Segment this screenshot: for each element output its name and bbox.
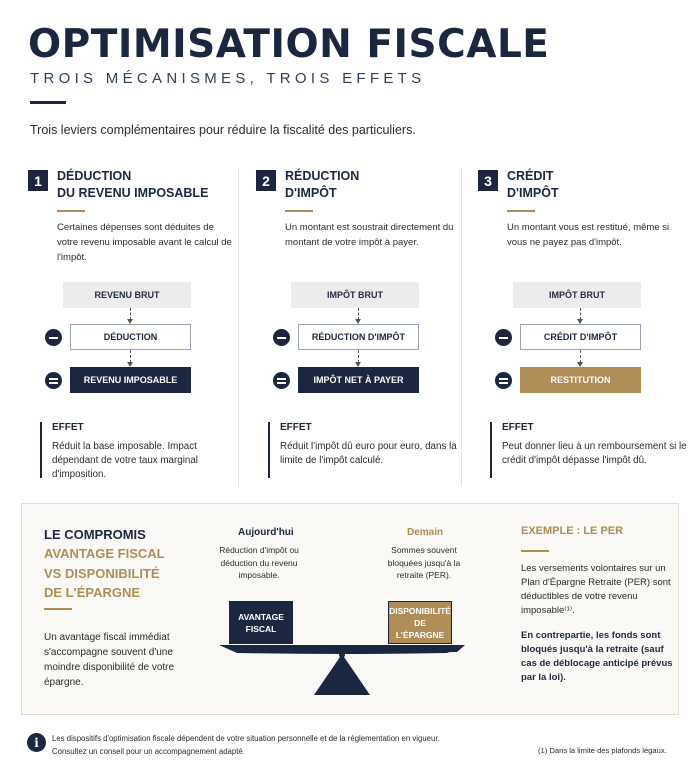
mechanism-description: Un montant vous est restitué, même si vous ne payez pas d'impôt. bbox=[507, 222, 670, 248]
fiscal-advantage-line1: AVANTAGE bbox=[238, 611, 284, 622]
compromise-panel bbox=[21, 503, 679, 715]
mechanism-title-line2: DU REVENU IMPOSABLE bbox=[57, 186, 209, 200]
accent-rule bbox=[521, 550, 549, 552]
example-text: Les versements volontaires sur un Plan d'Épargne Retraite (PER) sont déductibles de votre revenu imposable⁽¹⁾. bbox=[521, 563, 671, 616]
minus-icon bbox=[495, 329, 512, 346]
page-subtitle: TROIS MÉCANISMES, TROIS EFFETS bbox=[30, 70, 426, 87]
tomorrow-text: Sommes souvent bloquées jusqu'à la retraite (PER). bbox=[387, 545, 461, 580]
mechanism-title-line2: D'IMPÔT bbox=[285, 186, 337, 200]
flow-box-result: IMPÔT NET À PAYER bbox=[298, 367, 419, 393]
footer-disclaimer-line1: Les dispositifs d'optimisation fiscale dépendent de votre situation personnelle et de la réglementation en vigueur. bbox=[52, 734, 440, 743]
fiscal-advantage-line2: FISCAL bbox=[245, 623, 277, 634]
flow-box-start: IMPÔT BRUT bbox=[513, 282, 641, 308]
effect-accent-bar bbox=[40, 422, 42, 478]
flow-box-operation: RÉDUCTION D'IMPÔT bbox=[298, 324, 419, 350]
equals-icon bbox=[273, 372, 290, 389]
flow-box-result: RESTITUTION bbox=[520, 367, 641, 393]
step-number-badge: 1 bbox=[28, 170, 48, 191]
today-text: Réduction d'impôt ou déduction du revenu imposable. bbox=[219, 545, 299, 580]
effect-accent-bar bbox=[490, 422, 492, 478]
flow-box-operation: DÉDUCTION bbox=[70, 324, 191, 350]
flow-box-start: REVENU BRUT bbox=[63, 282, 191, 308]
today-label: Aujourd'hui bbox=[238, 527, 294, 538]
mechanism-deduction bbox=[28, 168, 238, 488]
effect-text: Réduit la base imposable. Impact dépendant de votre taux marginal d'imposition. bbox=[52, 441, 198, 480]
effect-text: Réduit l'impôt dû euro pour euro, dans la limite de l'impôt calculé. bbox=[280, 441, 457, 466]
tomorrow-label: Demain bbox=[407, 527, 444, 538]
savings-availability-line1: DISPONIBILITÉ bbox=[389, 605, 451, 616]
mechanism-title bbox=[507, 168, 559, 202]
effect-label: EFFET bbox=[502, 422, 534, 433]
mechanism-tax-credit bbox=[478, 168, 688, 488]
step-number-badge: 3 bbox=[478, 170, 498, 191]
flow-box-result: REVENU IMPOSABLE bbox=[70, 367, 191, 393]
effect-label: EFFET bbox=[280, 422, 312, 433]
mechanism-title bbox=[57, 168, 208, 202]
flow-box-start: IMPÔT BRUT bbox=[291, 282, 419, 308]
step-number-badge: 2 bbox=[256, 170, 276, 191]
mechanism-description: Certaines dépenses sont déduites de votre revenu imposable avant le calcul de l'impôt. bbox=[57, 222, 232, 263]
minus-icon bbox=[273, 329, 290, 346]
fiscal-advantage-block bbox=[229, 601, 293, 644]
example-emphasis: En contrepartie, les fonds sont bloqués jusqu'à la retraite (sauf cas de déblocage anticipé prévus par la loi). bbox=[521, 630, 673, 683]
mechanism-tax-reduction bbox=[256, 168, 466, 488]
footer-disclaimer-line2: Consultez un conseil pour un accompagnement adapté. bbox=[52, 746, 245, 756]
compromise-subtitle-line3: DE L'ÉPARGNE bbox=[44, 585, 141, 600]
savings-availability-line2: DE L'ÉPARGNE bbox=[395, 617, 445, 640]
column-divider bbox=[238, 168, 239, 486]
compromise-subtitle-line2: VS DISPONIBILITÉ bbox=[44, 565, 160, 581]
title-divider bbox=[30, 101, 66, 104]
footnote: (1) Dans la limite des plafonds légaux. bbox=[538, 746, 667, 755]
mechanism-title-line2: D'IMPÔT bbox=[507, 186, 559, 200]
example-label: EXEMPLE : LE PER bbox=[521, 525, 624, 537]
intro-text: Trois leviers complémentaires pour réduire la fiscalité des particuliers. bbox=[30, 123, 416, 137]
accent-rule bbox=[285, 210, 313, 212]
effect-accent-bar bbox=[268, 422, 270, 478]
mechanism-title-line1: CRÉDIT bbox=[507, 169, 554, 183]
equals-icon bbox=[45, 372, 62, 389]
compromise-subtitle bbox=[44, 544, 165, 603]
accent-rule bbox=[44, 608, 72, 610]
accent-rule bbox=[507, 210, 535, 212]
page-title: OPTIMISATION FISCALE bbox=[28, 22, 550, 67]
compromise-text: Un avantage fiscal immédiat s'accompagne souvent d'une moindre disponibilité de votre épargne. bbox=[44, 632, 175, 688]
effect-text: Peut donner lieu à un remboursement si le crédit d'impôt dépasse l'impôt dû. bbox=[502, 441, 687, 466]
mechanism-title-line1: DÉDUCTION bbox=[57, 169, 132, 183]
compromise-subtitle-line1: AVANTAGE FISCAL bbox=[44, 546, 165, 561]
minus-icon bbox=[45, 329, 62, 346]
accent-rule bbox=[57, 210, 85, 212]
mechanism-description: Un montant est soustrait directement du montant de votre impôt à payer. bbox=[285, 222, 454, 248]
effect-label: EFFET bbox=[52, 422, 84, 433]
info-icon: i bbox=[27, 733, 46, 752]
footer-disclaimer bbox=[52, 733, 440, 758]
equals-icon bbox=[495, 372, 512, 389]
mechanism-title-line1: RÉDUCTION bbox=[285, 169, 360, 183]
compromise-title: LE COMPROMIS bbox=[44, 527, 146, 542]
flow-box-operation: CRÉDIT D'IMPÔT bbox=[520, 324, 641, 350]
savings-availability-block bbox=[388, 601, 452, 644]
mechanism-title bbox=[285, 168, 359, 202]
